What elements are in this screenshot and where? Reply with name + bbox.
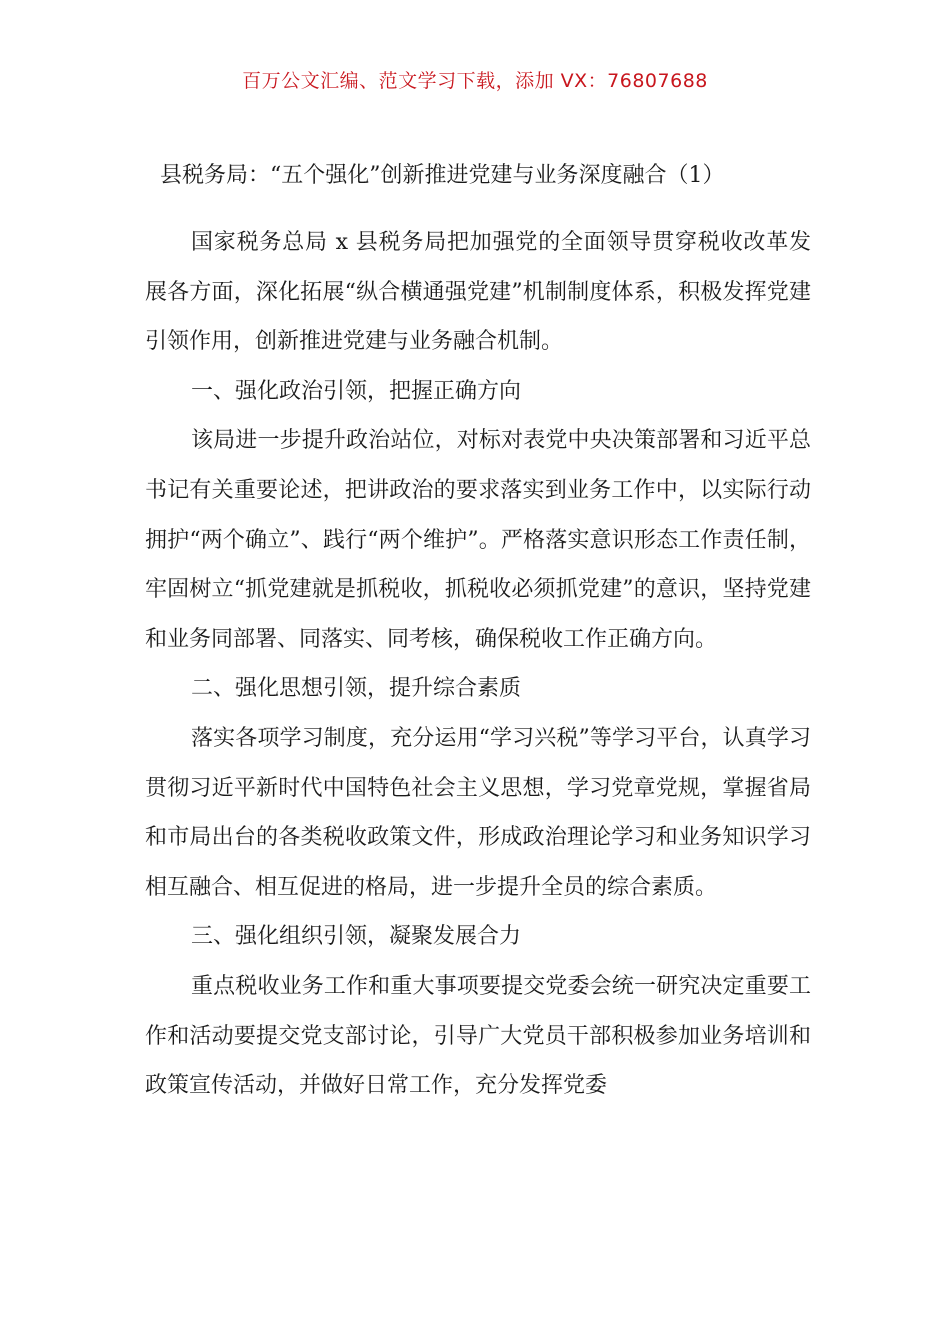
section-paragraph-2: 落实各项学习制度，充分运用“学习兴税”等学习平台，认真学习贯彻习近平新时代中国特色社会主义思想，学习党章党规，掌握省局和市局出台的各类税收政策文件，形成政治理论学习和业务知识学习相互融合、相互促进的格局，进一步提升全员的综合素质。	[145, 725, 811, 900]
section-heading-2: 二、强化思想引领，提升综合素质	[191, 676, 522, 702]
section-paragraph-3: 重点税收业务工作和重大事项要提交党委会统一研究决定重要工作和活动要提交党支部讨论，引导广大党员干部积极参加业务培训和政策宣传活动，并做好日常工作，充分发挥党委	[145, 973, 811, 1099]
section-heading-1: 一、强化政治引领，把握正确方向	[191, 378, 522, 404]
document-title: 县税务局：“五个强化”创新推进党建与业务深度融合（1）	[160, 163, 725, 188]
section-paragraph-1: 该局进一步提升政治站位，对标对表党中央决策部署和习近平总书记有关重要论述，把讲政治的要求落实到业务工作中，以实际行动拥护“两个确立”、践行“两个维护”。严格落实意识形态工作责任制，牢固树立“抓党建就是抓税收，抓税收必须抓党建”的意识，坚持党建和业务同部署、同落实、同考核，确保税收工作正确方向。	[145, 428, 811, 652]
section-heading-3: 三、强化组织引领，凝聚发展合力	[191, 924, 522, 950]
intro-paragraph: 国家税务总局 x 县税务局把加强党的全面领导贯穿税收改革发展各方面，深化拓展“纵合横通强党建”机制制度体系，积极发挥党建引领作用，创新推进党建与业务融合机制。	[145, 230, 811, 355]
document-body	[145, 218, 811, 1111]
watermark-banner: 百万公文汇编、范文学习下载，添加 VX：76807688	[242, 70, 708, 92]
